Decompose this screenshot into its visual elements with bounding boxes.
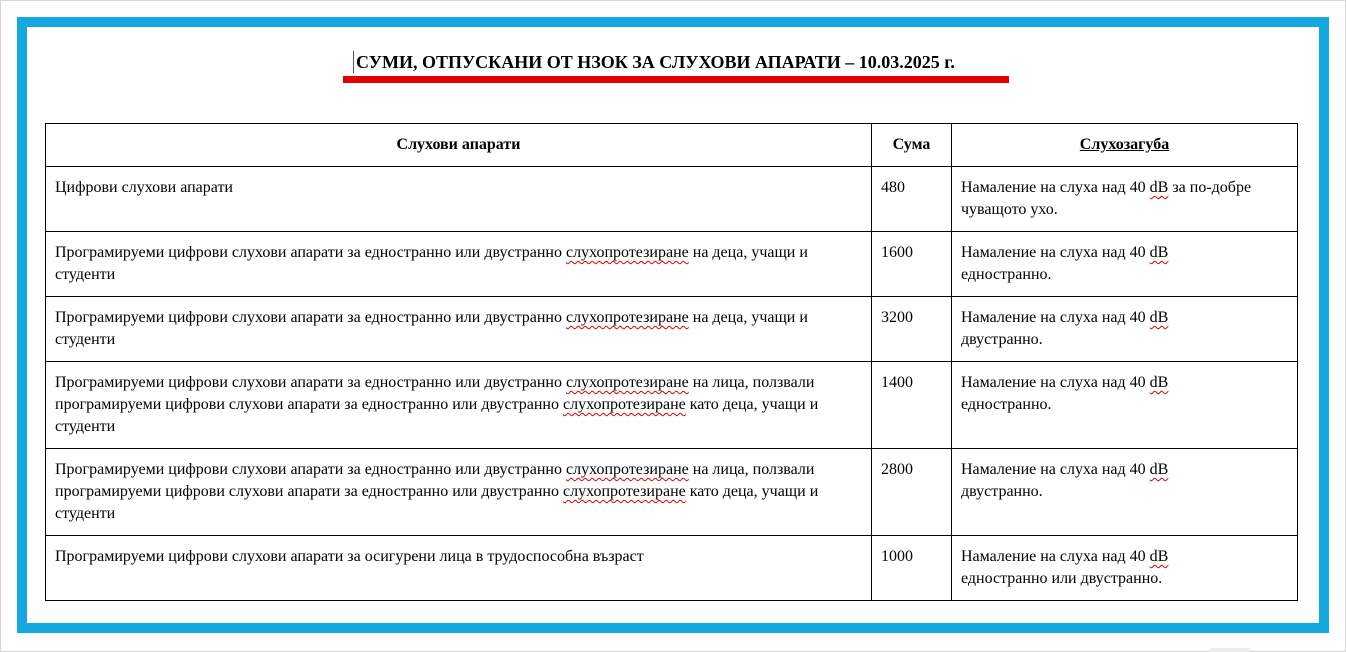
cell-amount: 1000 [872,536,952,601]
device-text: Програмируеми цифрови слухови апарати за осигурени лица в трудоспособна възраст [55,548,644,565]
cell-amount: 1600 [872,232,952,297]
cell-hearing-loss [952,536,1298,601]
device-text: на деца, учащи и студенти [55,244,808,283]
device-text: като деца, учащи и студенти [55,396,819,435]
table-header-row [46,124,1298,167]
cell-hearing-loss [952,449,1298,536]
cell-amount: 2800 [872,449,952,536]
loss-prefix: Намаление на слуха над 40 [961,548,1150,565]
device-text: Програмируеми цифрови слухови апарати за едностранно или двустранно [55,461,566,478]
loss-prefix: Намаление на слуха над 40 [961,244,1150,261]
device-term: слухопротезиране [565,244,689,261]
cell-hearing-loss [952,167,1298,232]
cell-hearing-loss [952,232,1298,297]
cell-device [46,362,872,449]
device-text: Програмируеми цифрови слухови апарати за едностранно или двустранно [55,244,566,261]
table-row [46,232,1298,297]
device-term: слухопротезиране [565,461,689,478]
loss-suffix: едностранно. [961,266,1052,283]
device-term: слухопротезиране [565,374,689,391]
loss-prefix: Намаление на слуха над 40 [961,309,1150,326]
loss-suffix: за по-добре чуващото ухо. [961,179,1252,218]
table-row [46,449,1298,536]
loss-unit: dB [1149,461,1169,478]
cell-amount: 480 [872,167,952,232]
loss-unit: dB [1149,374,1169,391]
table-row [46,167,1298,232]
device-term: слухопротезиране [562,483,686,500]
header-hearing-loss-label: Слухозагуба [1079,136,1170,153]
loss-unit: dB [1149,244,1169,261]
loss-unit: dB [1149,179,1169,196]
cell-hearing-loss [952,297,1298,362]
cell-amount: 3200 [872,297,952,362]
device-text: Програмируеми цифрови слухови апарати за едностранно или двустранно [55,374,566,391]
loss-suffix: двустранно. [961,331,1043,348]
cell-device [46,167,872,232]
device-text: на лица, ползвали програмируеми цифрови слухови апарати за едностранно или двустранно [55,374,815,413]
table-row [46,536,1298,601]
device-text: на деца, учащи и студенти [55,309,808,348]
cell-amount: 1400 [872,362,952,449]
device-text: като деца, учащи и студенти [55,483,819,522]
cell-device [46,232,872,297]
cell-device [46,536,872,601]
table-row [46,362,1298,449]
hearing-aid-amounts-table [45,123,1298,601]
document-title: СУМИ, ОТПУСКАНИ ОТ НЗОК ЗА СЛУХОВИ АПАРАТИ – 10.03.2025 г. [353,51,955,73]
loss-prefix: Намаление на слуха над 40 [961,461,1150,478]
header-device: Слухови апарати [46,124,872,167]
loss-prefix: Намаление на слуха над 40 [961,374,1150,391]
device-text: на лица, ползвали програмируеми цифрови слухови апарати за едностранно или двустранно [55,461,815,500]
loss-prefix: Намаление на слуха над 40 [961,179,1150,196]
loss-suffix: едностранно. [961,396,1052,413]
loss-unit: dB [1149,309,1169,326]
cell-device [46,449,872,536]
title-red-underline [343,76,1009,83]
loss-suffix: двустранно. [961,483,1043,500]
header-hearing-loss [952,124,1298,167]
page-corner-mark [1210,648,1250,652]
header-amount: Сума [872,124,952,167]
device-text: Цифрови слухови апарати [55,179,233,196]
cell-device [46,297,872,362]
device-term: слухопротезиране [565,309,689,326]
cell-hearing-loss [952,362,1298,449]
loss-unit: dB [1149,548,1169,565]
device-text: Програмируеми цифрови слухови апарати за едностранно или двустранно [55,309,566,326]
table-row [46,297,1298,362]
loss-suffix: едностранно или двустранно. [961,570,1163,587]
device-term: слухопротезиране [562,396,686,413]
